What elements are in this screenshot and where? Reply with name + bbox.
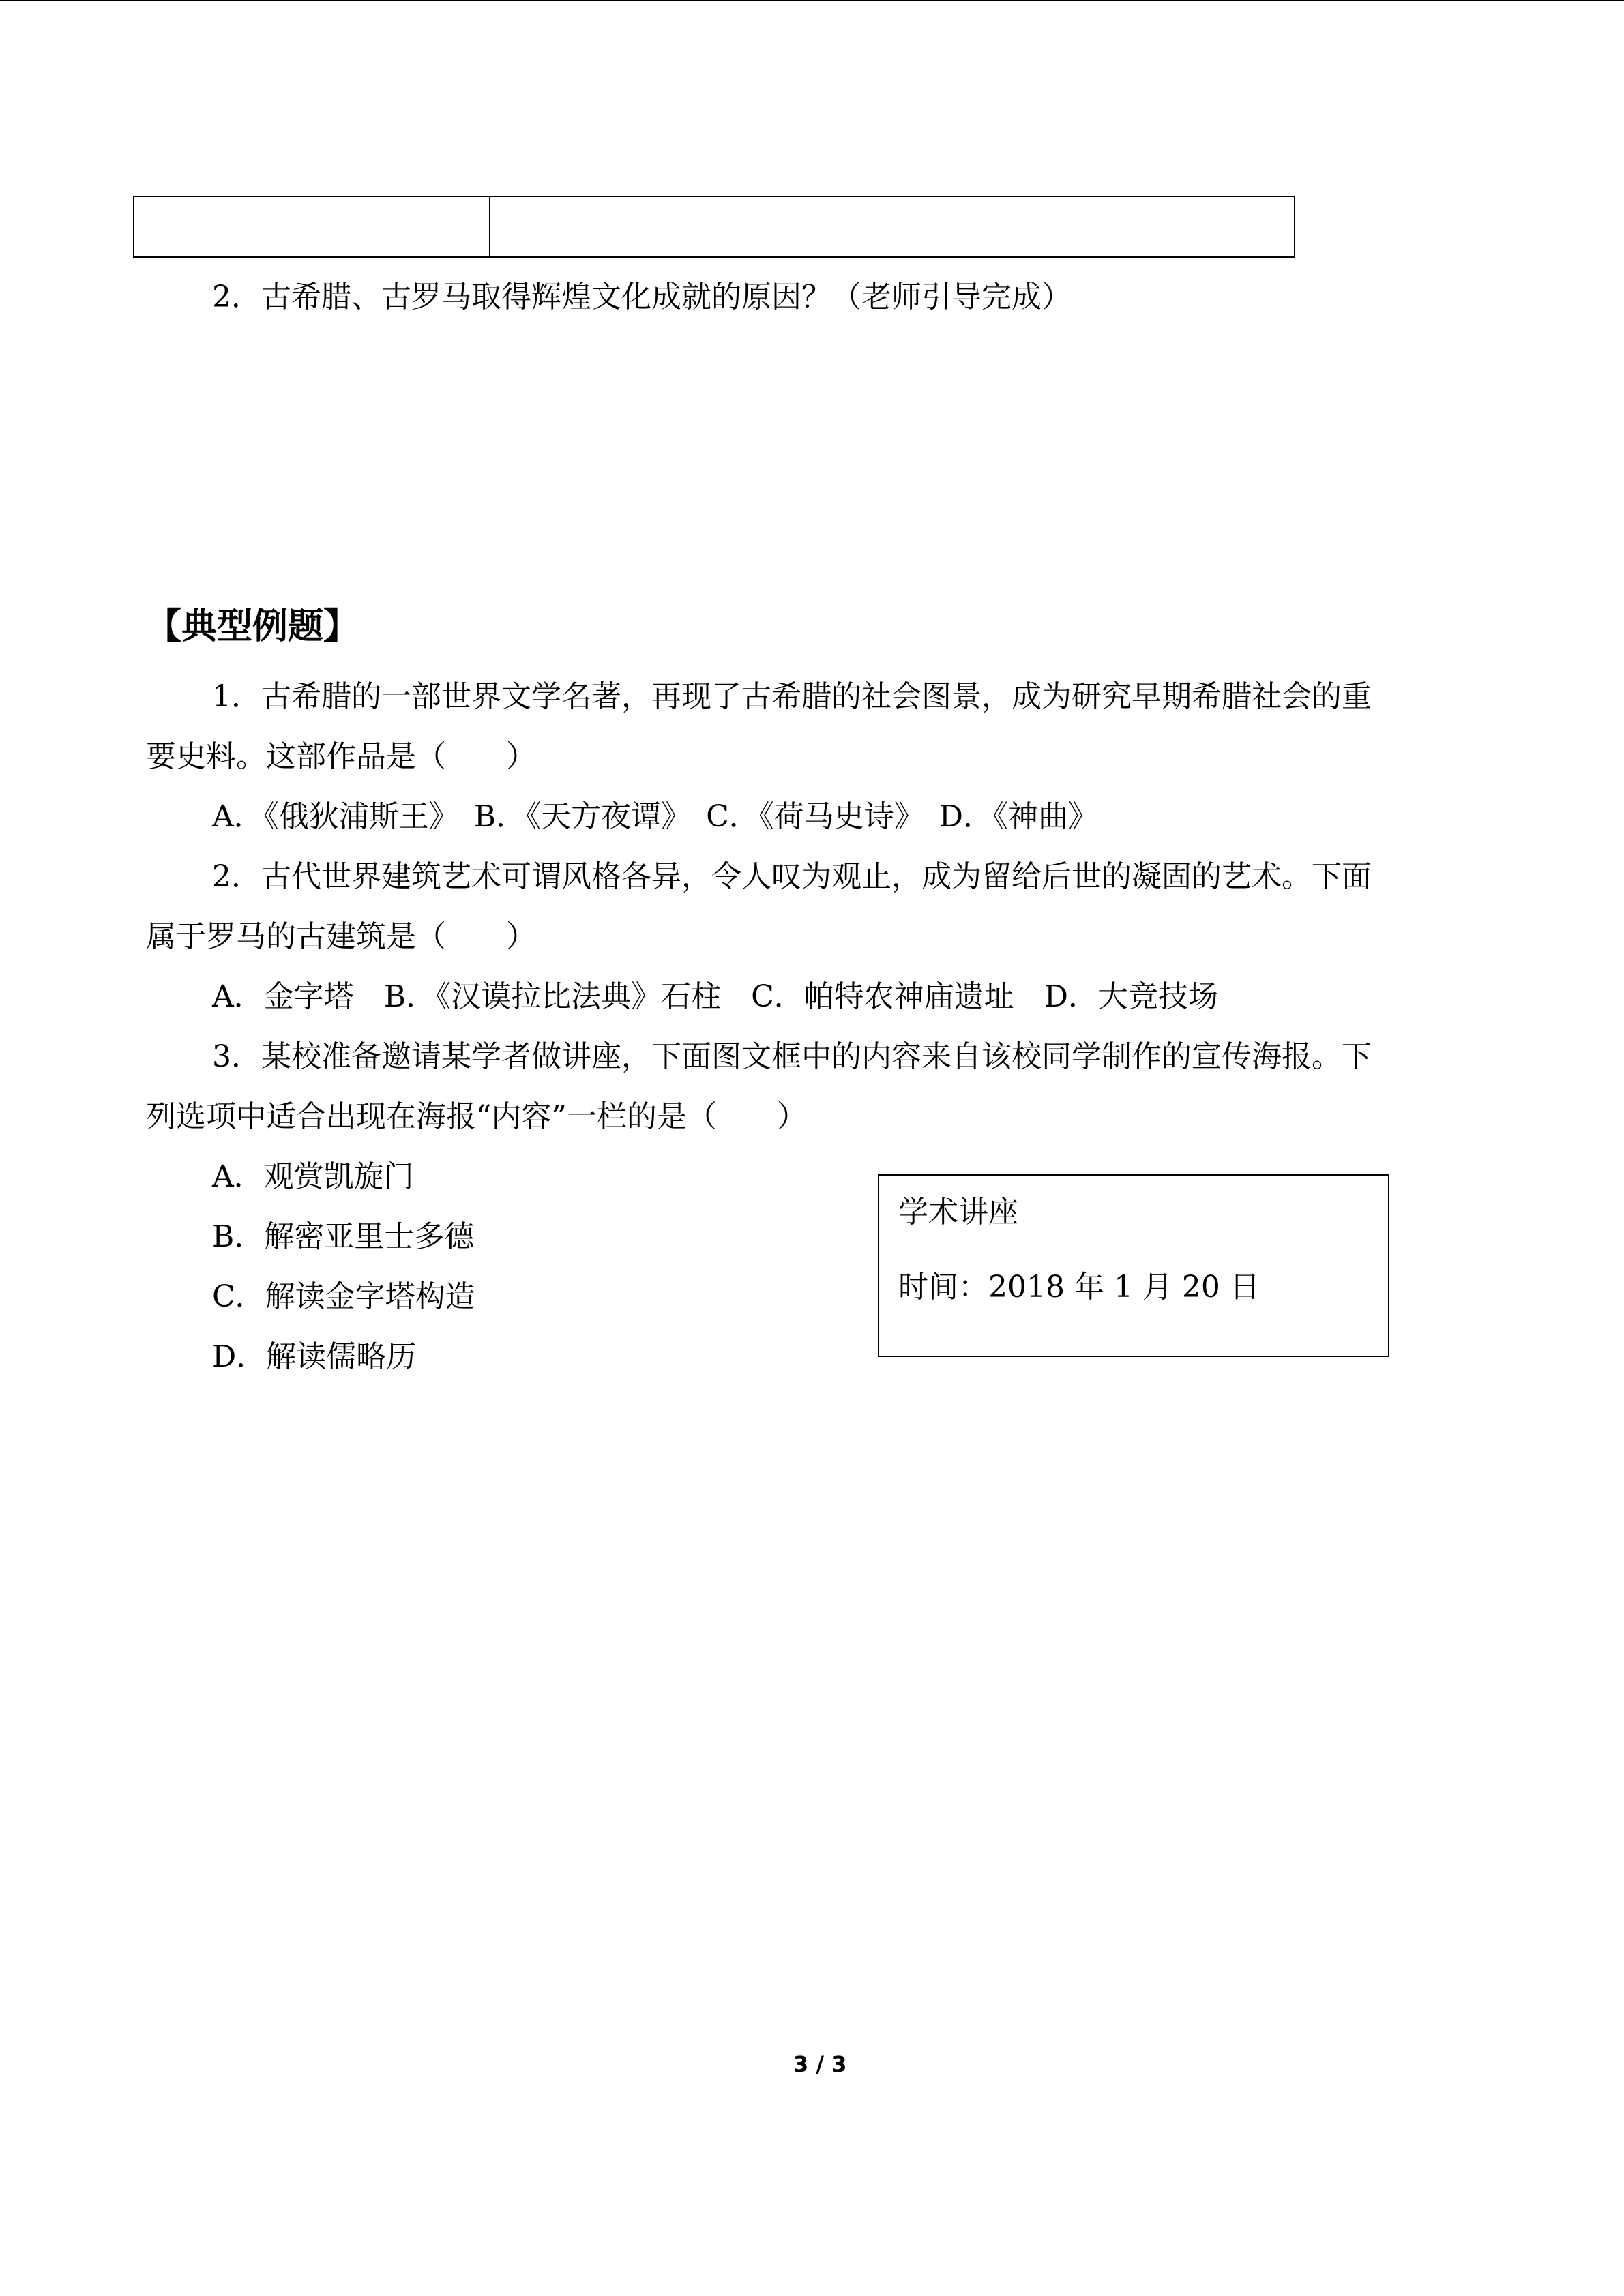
page-number: 3 / 3	[793, 2051, 847, 2077]
example-2-stem-line-1: 2．古代世界建筑艺术可谓风格各异，令人叹为观止，成为留给后世的凝固的艺术。下面	[212, 859, 1372, 894]
example-1-options: A．《俄狄浦斯王》 B．《天方夜谭》 C．《荷马史诗》 D．《神曲》	[212, 799, 1099, 834]
example-3-option-b: B．解密亚里士多德	[212, 1219, 475, 1254]
table-row	[133, 196, 1295, 258]
example-3-stem-line-1: 3．某校准备邀请某学者做讲座，下面图文框中的内容来自该校同学制作的宣传海报。下	[212, 1039, 1372, 1074]
example-1-stem-line-2: 要史料。这部作品是（ ）	[146, 739, 536, 774]
example-1-stem-line-1: 1．古希腊的一部世界文学名著，再现了古希腊的社会图景，成为研究早期希腊社会的重	[212, 679, 1372, 714]
example-2-stem-line-2: 属于罗马的古建筑是（ ）	[146, 919, 536, 954]
question-text: 2．古希腊、古罗马取得辉煌文化成就的原因？（老师引导完成）	[212, 280, 1072, 314]
poster-title: 学术讲座	[898, 1195, 1018, 1229]
page-top-border	[0, 0, 1624, 1]
example-3-option-a: A．观赏凯旋门	[212, 1159, 414, 1194]
section-heading: 【典型例题】	[146, 606, 359, 647]
example-3-stem-line-2: 列选项中适合出现在海报“内容”一栏的是（ ）	[146, 1099, 807, 1134]
example-2-options: A．金字塔 B．《汉谟拉比法典》石柱 C．帕特农神庙遗址 D．大竞技场	[212, 979, 1219, 1014]
example-3-option-d: D．解读儒略历	[212, 1339, 417, 1374]
table-cell-divider	[489, 197, 490, 256]
poster-box	[878, 1174, 1389, 1357]
poster-time: 时间：2018 年 1 月 20 日	[898, 1270, 1260, 1304]
example-3-option-c: C．解读金字塔构造	[212, 1279, 475, 1314]
